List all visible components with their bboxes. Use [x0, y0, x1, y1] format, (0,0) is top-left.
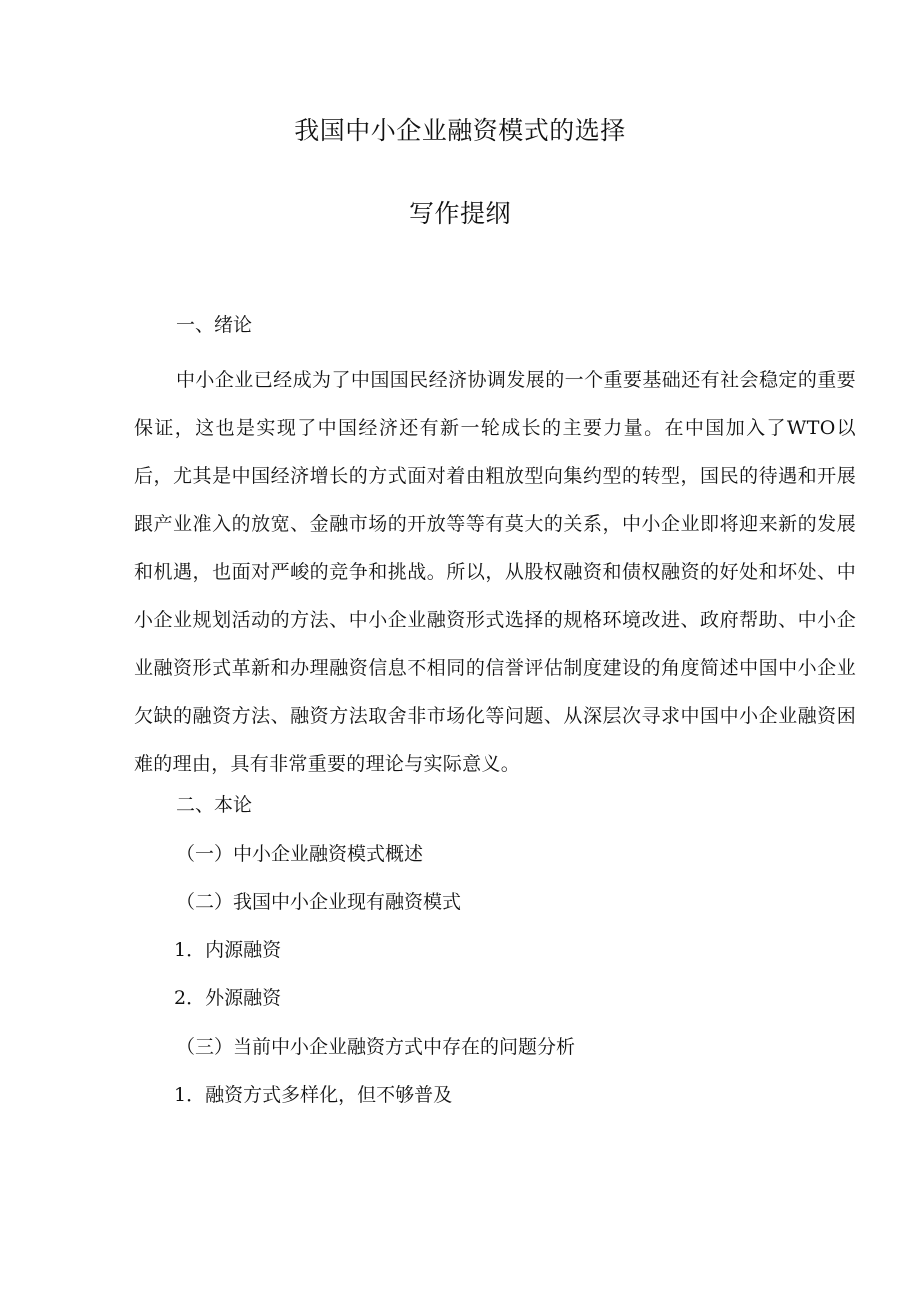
section-heading-main-body: 二、本论	[176, 794, 253, 816]
outline-item-1: （一）中小企业融资模式概述	[176, 843, 424, 865]
outline-item-5: （三）当前中小企业融资方式中存在的问题分析	[176, 1036, 576, 1058]
document-subtitle: 写作提纲	[408, 199, 511, 228]
document-title: 我国中小企业融资模式的选择	[294, 116, 626, 145]
outline-item-2: （二）我国中小企业现有融资模式	[176, 891, 462, 913]
outline-item-3: 1．内源融资	[174, 939, 282, 961]
outline-item-4: 2．外源融资	[174, 987, 282, 1009]
introduction-paragraph: 中小企业已经成为了中国国民经济协调发展的一个重要基础还有社会稳定的重要保证，这也是实现了中国经济还有新一轮成长的主要力量。在中国加入了WTO以后，尤其是中国经济增长的方式面对着由粗放型向集约型的转型，国民的待遇和开展跟产业准入的放宽、金融市场的开放等等有莫大的关系，中小企业即将迎来新的发展和机遇，也面对严峻的竞争和挑战。所以，从股权融资和债权融资的好处和坏处、中小企业规划活动的方法、中小企业融资形式选择的规格环境改进、政府帮助、中小企业融资形式革新和办理融资信息不相同的信誉评估制度建设的角度简述中国中小企业欠缺的融资方法、融资方法取舍非市场化等问题、从深层次寻求中国中小企业融资困难的理由，具有非常重要的理论与实际意义。	[134, 369, 856, 775]
outline-item-6: 1．融资方式多样化，但不够普及	[174, 1084, 453, 1106]
section-heading-introduction: 一、绪论	[176, 314, 253, 336]
